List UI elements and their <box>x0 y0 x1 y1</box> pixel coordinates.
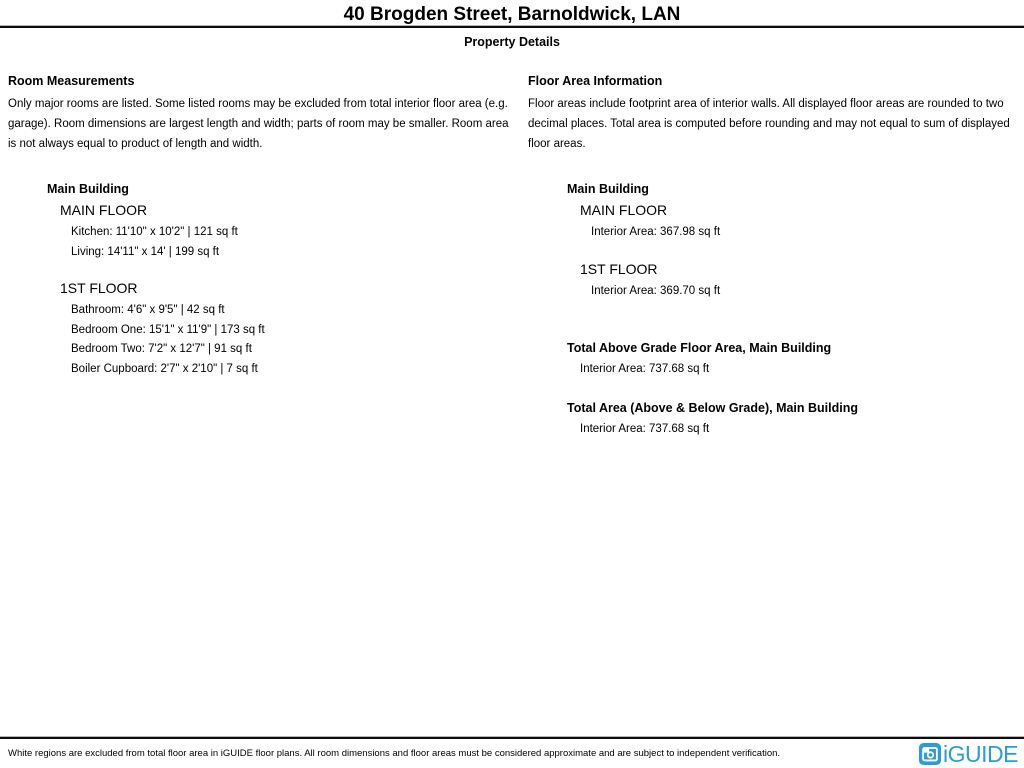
building-name: Main Building <box>47 182 129 196</box>
building-name: Main Building <box>567 182 649 196</box>
iguide-camera-icon <box>919 743 941 765</box>
room-measurements-section <box>8 74 510 439</box>
page-title: 40 Brogden Street, Barnoldwick, LAN <box>343 4 681 25</box>
property-details-content <box>0 74 1024 439</box>
room-dimension-line: Bedroom Two: 7'2" x 12'7" | 91 sq ft <box>71 343 252 355</box>
floor-name: MAIN FLOOR <box>580 202 668 218</box>
page-subtitle: Property Details <box>464 35 560 49</box>
interior-area-line: Interior Area: 737.68 sq ft <box>580 363 710 375</box>
floor-block-main-floor <box>8 202 510 262</box>
area-block-main-floor <box>528 202 1024 243</box>
iguide-logo <box>919 740 1018 767</box>
total-above-below-grade-block <box>528 400 1024 440</box>
iguide-logo-text: iGUIDE <box>943 740 1018 767</box>
room-dimension-line: Kitchen: 11'10" x 10'2" | 121 sq ft <box>71 226 238 238</box>
floor-name: 1ST FLOOR <box>580 260 658 277</box>
floor-area-description: Floor areas include footprint area of interior walls. All displayed floor areas are rounded to two decimal places. Total area is computed before rounding and may not equal to sum of displayed floor areas. <box>528 98 1010 150</box>
report-header <box>0 0 1024 49</box>
room-dimension-line: Bathroom: 4'6" x 9'5" | 42 sq ft <box>71 304 225 316</box>
floor-area-heading: Floor Area Information <box>528 74 663 88</box>
floor-block-1st-floor <box>8 280 510 379</box>
room-dimension-line: Bedroom One: 15'1" x 11'9" | 173 sq ft <box>71 323 265 336</box>
interior-area-line: Interior Area: 737.68 sq ft <box>580 422 710 435</box>
interior-area-line: Interior Area: 367.98 sq ft <box>591 226 721 238</box>
footer-row <box>0 739 1024 768</box>
area-block-1st-floor <box>528 261 1024 302</box>
room-dimension-line: Boiler Cupboard: 2'7" x 2'10" | 7 sq ft <box>71 362 258 375</box>
report-footer <box>0 736 1024 768</box>
interior-area-line: Interior Area: 369.70 sq ft <box>591 284 721 297</box>
total-above-grade-block <box>528 340 1024 380</box>
footer-disclaimer: White regions are excluded from total floor area in iGUIDE floor plans. All room dimensions and floor areas must be considered approximate and are subject to independent verification. <box>8 748 781 759</box>
floor-name: MAIN FLOOR <box>60 202 148 218</box>
room-measurements-description: Only major rooms are listed. Some listed rooms may be excluded from total interior floor area (e.g. garage). Room dimensions are largest length and width; parts of room may be smaller. Room area is not always equal to product of length and width. <box>8 98 509 150</box>
total-label: Total Above Grade Floor Area, Main Building <box>567 341 832 355</box>
floor-name: 1ST FLOOR <box>60 280 138 296</box>
room-measurements-heading: Room Measurements <box>8 74 135 88</box>
room-dimension-line: Living: 14'11" x 14' | 199 sq ft <box>71 245 220 258</box>
floor-area-information-section <box>510 74 1024 439</box>
total-label: Total Area (Above & Below Grade), Main Building <box>567 400 858 415</box>
